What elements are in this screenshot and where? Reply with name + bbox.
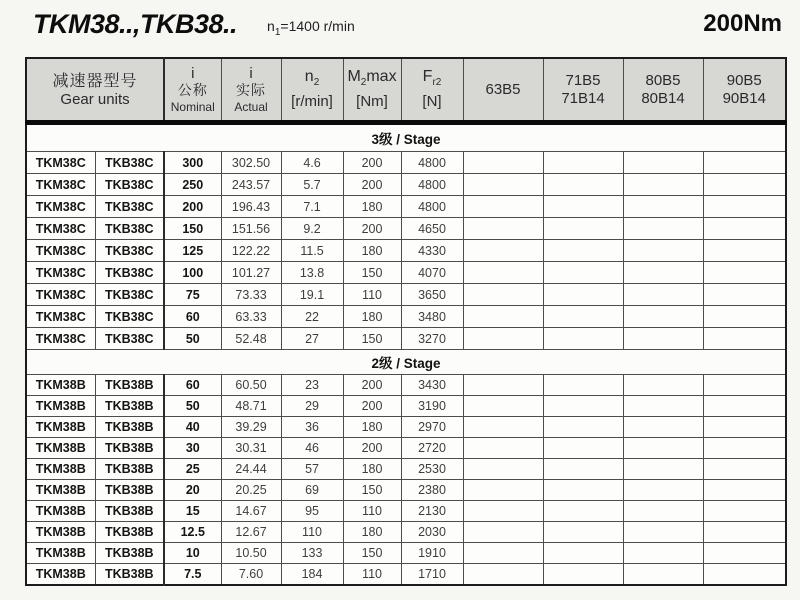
cell-m2max: 150 [343, 262, 401, 284]
cell-tkb: TKB38B [95, 543, 164, 564]
cell-motor [623, 196, 703, 218]
cell-motor [463, 284, 543, 306]
cell-motor [543, 438, 623, 459]
cell-i_actual: 73.33 [221, 284, 281, 306]
header-i-nominal-symbol: i [191, 64, 195, 82]
m2max-base: M [347, 68, 361, 86]
cell-motor [703, 501, 786, 522]
cell-motor [463, 543, 543, 564]
cell-fr2: 4800 [401, 174, 463, 196]
cell-motor [623, 375, 703, 396]
header-m2max [343, 58, 401, 123]
cell-motor [703, 564, 786, 586]
cell-tkm: TKM38B [26, 459, 95, 480]
cell-motor [703, 480, 786, 501]
cell-n2: 36 [281, 417, 343, 438]
cell-motor [543, 196, 623, 218]
m2max-post: max [366, 68, 397, 86]
cell-fr2: 2530 [401, 459, 463, 480]
cell-tkb: TKB38B [95, 501, 164, 522]
cell-i_nominal: 40 [164, 417, 221, 438]
cell-motor [463, 564, 543, 586]
header-i-nominal-en: Nominal [170, 99, 215, 114]
header-n2 [281, 58, 343, 123]
header-i-nominal-zh: 公称 [177, 81, 208, 98]
torque-rating: 200Nm [703, 10, 782, 37]
header-fr2-unit: [N] [422, 92, 442, 110]
table-row [26, 564, 786, 586]
cell-motor [623, 284, 703, 306]
cell-tkb: TKB38C [95, 152, 164, 174]
cell-tkm: TKM38B [26, 480, 95, 501]
cell-m2max: 110 [343, 284, 401, 306]
cell-i_nominal: 50 [164, 396, 221, 417]
cell-tkb: TKB38B [95, 438, 164, 459]
cell-n2: 22 [281, 306, 343, 328]
cell-motor [543, 564, 623, 586]
stage-row [26, 123, 786, 152]
cell-tkm: TKM38C [26, 306, 95, 328]
header-i-nominal [164, 58, 221, 123]
cell-tkb: TKB38B [95, 564, 164, 586]
cell-i_actual: 101.27 [221, 262, 281, 284]
cell-tkb: TKB38C [95, 174, 164, 196]
cell-tkm: TKM38B [26, 417, 95, 438]
header-gear-units-en: Gear units [60, 90, 130, 108]
table-row [26, 218, 786, 240]
cell-n2: 46 [281, 438, 343, 459]
motor-80b5-line2: 80B14 [641, 89, 685, 107]
cell-motor [543, 306, 623, 328]
cell-tkb: TKB38C [95, 240, 164, 262]
header-n2-unit: [r/min] [291, 92, 333, 110]
cell-m2max: 150 [343, 480, 401, 501]
cell-motor [543, 328, 623, 350]
cell-tkb: TKB38B [95, 417, 164, 438]
cell-i_actual: 196.43 [221, 196, 281, 218]
cell-motor [543, 480, 623, 501]
cell-i_nominal: 12.5 [164, 522, 221, 543]
cell-fr2: 4650 [401, 218, 463, 240]
cell-motor [463, 196, 543, 218]
cell-motor [623, 417, 703, 438]
cell-fr2: 4800 [401, 196, 463, 218]
cell-i_actual: 243.57 [221, 174, 281, 196]
header-row [26, 58, 786, 123]
cell-motor [623, 174, 703, 196]
cell-motor [463, 328, 543, 350]
motor-71b5-line2: 71B14 [561, 89, 605, 107]
cell-tkm: TKM38C [26, 174, 95, 196]
cell-n2: 4.6 [281, 152, 343, 174]
cell-i_nominal: 60 [164, 375, 221, 396]
cell-fr2: 3270 [401, 328, 463, 350]
cell-m2max: 200 [343, 218, 401, 240]
cell-motor [543, 543, 623, 564]
cell-motor [463, 459, 543, 480]
stage-label: 2级 / Stage [26, 350, 786, 375]
cell-fr2: 2130 [401, 501, 463, 522]
cell-motor [463, 501, 543, 522]
cell-n2: 57 [281, 459, 343, 480]
table-row [26, 396, 786, 417]
table-row [26, 417, 786, 438]
page-title: TKM38..,TKB38.. [33, 9, 238, 39]
cell-m2max: 150 [343, 328, 401, 350]
cell-motor [623, 522, 703, 543]
cell-tkm: TKM38C [26, 218, 95, 240]
cell-m2max: 180 [343, 306, 401, 328]
cell-tkb: TKB38B [95, 480, 164, 501]
cell-m2max: 200 [343, 438, 401, 459]
cell-n2: 23 [281, 375, 343, 396]
cell-fr2: 1910 [401, 543, 463, 564]
cell-motor [463, 417, 543, 438]
cell-n2: 19.1 [281, 284, 343, 306]
cell-motor [463, 262, 543, 284]
table-row [26, 262, 786, 284]
cell-motor [623, 501, 703, 522]
cell-motor [703, 306, 786, 328]
table-row [26, 284, 786, 306]
cell-motor [623, 543, 703, 564]
cell-tkb: TKB38B [95, 396, 164, 417]
cell-i_nominal: 7.5 [164, 564, 221, 586]
gear-spec-table [25, 57, 787, 586]
cell-i_nominal: 15 [164, 501, 221, 522]
cell-tkm: TKM38C [26, 240, 95, 262]
cell-i_nominal: 250 [164, 174, 221, 196]
cell-n2: 11.5 [281, 240, 343, 262]
cell-i_nominal: 60 [164, 306, 221, 328]
table-row [26, 328, 786, 350]
cell-motor [703, 174, 786, 196]
input-speed-note [267, 18, 355, 38]
cell-i_nominal: 125 [164, 240, 221, 262]
cell-tkm: TKM38C [26, 262, 95, 284]
cell-motor [463, 396, 543, 417]
cell-i_actual: 39.29 [221, 417, 281, 438]
cell-i_nominal: 300 [164, 152, 221, 174]
cell-motor [543, 375, 623, 396]
cell-m2max: 180 [343, 196, 401, 218]
cell-fr2: 4070 [401, 262, 463, 284]
fr2-base: F [422, 68, 433, 86]
cell-i_actual: 24.44 [221, 459, 281, 480]
header-m2max-symbol [344, 68, 401, 92]
cell-motor [703, 196, 786, 218]
cell-m2max: 180 [343, 417, 401, 438]
cell-m2max: 180 [343, 459, 401, 480]
cell-i_nominal: 50 [164, 328, 221, 350]
speed-subscript: 1 [274, 26, 281, 38]
cell-motor [543, 417, 623, 438]
cell-m2max: 180 [343, 522, 401, 543]
cell-tkb: TKB38B [95, 375, 164, 396]
header-fr2-symbol [402, 68, 463, 92]
cell-n2: 29 [281, 396, 343, 417]
cell-motor [463, 306, 543, 328]
header-motor-71b5 [543, 58, 623, 123]
cell-motor [703, 417, 786, 438]
cell-motor [463, 438, 543, 459]
cell-tkm: TKM38B [26, 543, 95, 564]
cell-tkm: TKM38B [26, 564, 95, 586]
cell-tkb: TKB38C [95, 196, 164, 218]
cell-motor [543, 174, 623, 196]
cell-m2max: 200 [343, 174, 401, 196]
cell-m2max: 200 [343, 375, 401, 396]
header-motor-90b5 [703, 58, 786, 123]
table-row [26, 375, 786, 396]
cell-tkm: TKM38C [26, 284, 95, 306]
cell-m2max: 200 [343, 152, 401, 174]
cell-motor [463, 375, 543, 396]
header-i-actual [221, 58, 281, 123]
cell-tkb: TKB38C [95, 262, 164, 284]
cell-i_actual: 12.67 [221, 522, 281, 543]
fr2-sub: r2 [432, 77, 442, 89]
cell-motor [543, 262, 623, 284]
cell-motor [463, 218, 543, 240]
cell-motor [543, 240, 623, 262]
cell-motor [703, 438, 786, 459]
table-row [26, 306, 786, 328]
cell-tkm: TKM38C [26, 328, 95, 350]
cell-motor [543, 501, 623, 522]
cell-tkm: TKM38B [26, 375, 95, 396]
table-row [26, 174, 786, 196]
title-bar [0, 0, 800, 46]
header-fr2 [401, 58, 463, 123]
cell-n2: 110 [281, 522, 343, 543]
cell-fr2: 4800 [401, 152, 463, 174]
cell-tkb: TKB38C [95, 306, 164, 328]
cell-i_actual: 151.56 [221, 218, 281, 240]
cell-n2: 184 [281, 564, 343, 586]
motor-63b5-line1: 63B5 [485, 80, 521, 98]
cell-motor [623, 459, 703, 480]
cell-fr2: 1710 [401, 564, 463, 586]
table-row [26, 522, 786, 543]
cell-n2: 95 [281, 501, 343, 522]
cell-i_nominal: 25 [164, 459, 221, 480]
cell-motor [543, 459, 623, 480]
cell-fr2: 3650 [401, 284, 463, 306]
motor-90b5-line2: 90B14 [722, 89, 766, 107]
cell-n2: 69 [281, 480, 343, 501]
cell-i_actual: 14.67 [221, 501, 281, 522]
cell-motor [623, 480, 703, 501]
table-header [26, 58, 786, 123]
header-gear-units [26, 58, 164, 123]
cell-tkm: TKM38C [26, 152, 95, 174]
stage-row [26, 350, 786, 375]
cell-tkb: TKB38C [95, 284, 164, 306]
cell-tkm: TKM38C [26, 196, 95, 218]
cell-tkm: TKM38B [26, 438, 95, 459]
table-row [26, 196, 786, 218]
table-row [26, 480, 786, 501]
cell-motor [703, 284, 786, 306]
cell-motor [703, 459, 786, 480]
cell-i_actual: 48.71 [221, 396, 281, 417]
cell-motor [543, 218, 623, 240]
speed-symbol: n [267, 18, 275, 34]
motor-71b5-line1: 71B5 [565, 71, 601, 89]
cell-i_actual: 30.31 [221, 438, 281, 459]
cell-motor [623, 438, 703, 459]
cell-motor [543, 152, 623, 174]
table-row [26, 240, 786, 262]
cell-tkb: TKB38B [95, 522, 164, 543]
cell-motor [703, 152, 786, 174]
cell-i_actual: 20.25 [221, 480, 281, 501]
header-n2-symbol [282, 68, 343, 92]
cell-fr2: 3430 [401, 375, 463, 396]
cell-motor [703, 375, 786, 396]
cell-i_actual: 63.33 [221, 306, 281, 328]
cell-fr2: 3190 [401, 396, 463, 417]
cell-n2: 5.7 [281, 174, 343, 196]
cell-tkb: TKB38C [95, 328, 164, 350]
cell-i_nominal: 100 [164, 262, 221, 284]
cell-n2: 13.8 [281, 262, 343, 284]
cell-motor [543, 522, 623, 543]
cell-i_nominal: 20 [164, 480, 221, 501]
cell-fr2: 2970 [401, 417, 463, 438]
cell-n2: 7.1 [281, 196, 343, 218]
table-row [26, 501, 786, 522]
table-row [26, 152, 786, 174]
table-row [26, 438, 786, 459]
header-i-actual-zh: 实际 [236, 81, 267, 98]
cell-motor [623, 152, 703, 174]
n2-sub: 2 [313, 77, 320, 89]
cell-motor [543, 396, 623, 417]
cell-m2max: 110 [343, 564, 401, 586]
cell-motor [703, 522, 786, 543]
cell-i_nominal: 150 [164, 218, 221, 240]
cell-motor [463, 240, 543, 262]
cell-fr2: 2380 [401, 480, 463, 501]
cell-motor [463, 480, 543, 501]
cell-i_nominal: 30 [164, 438, 221, 459]
cell-motor [623, 262, 703, 284]
header-motor-63b5 [463, 58, 543, 123]
cell-m2max: 150 [343, 543, 401, 564]
cell-motor [623, 306, 703, 328]
cell-motor [703, 328, 786, 350]
cell-motor [703, 543, 786, 564]
cell-tkb: TKB38C [95, 218, 164, 240]
cell-tkm: TKM38B [26, 501, 95, 522]
cell-motor [463, 174, 543, 196]
cell-m2max: 110 [343, 501, 401, 522]
cell-motor [463, 522, 543, 543]
cell-m2max: 200 [343, 396, 401, 417]
cell-i_nominal: 75 [164, 284, 221, 306]
header-gear-units-zh: 减速器型号 [52, 72, 138, 90]
cell-motor [703, 396, 786, 417]
m2max-sub: 2 [360, 77, 367, 89]
cell-i_actual: 10.50 [221, 543, 281, 564]
cell-tkm: TKM38B [26, 522, 95, 543]
cell-m2max: 180 [343, 240, 401, 262]
table-row [26, 459, 786, 480]
cell-fr2: 2030 [401, 522, 463, 543]
cell-i_nominal: 200 [164, 196, 221, 218]
cell-motor [623, 240, 703, 262]
cell-i_actual: 52.48 [221, 328, 281, 350]
cell-motor [543, 284, 623, 306]
cell-n2: 133 [281, 543, 343, 564]
cell-i_actual: 302.50 [221, 152, 281, 174]
n2-base: n [304, 68, 314, 86]
cell-motor [623, 328, 703, 350]
cell-i_actual: 122.22 [221, 240, 281, 262]
cell-n2: 9.2 [281, 218, 343, 240]
cell-i_actual: 7.60 [221, 564, 281, 586]
motor-80b5-line1: 80B5 [645, 71, 681, 89]
cell-i_actual: 60.50 [221, 375, 281, 396]
cell-motor [703, 262, 786, 284]
cell-motor [703, 240, 786, 262]
cell-i_nominal: 10 [164, 543, 221, 564]
cell-tkm: TKM38B [26, 396, 95, 417]
header-i-actual-en: Actual [234, 99, 268, 114]
cell-tkb: TKB38B [95, 459, 164, 480]
motor-90b5-line1: 90B5 [726, 71, 762, 89]
cell-motor [463, 152, 543, 174]
speed-value: =1400 r/min [280, 18, 355, 34]
cell-motor [623, 396, 703, 417]
cell-fr2: 4330 [401, 240, 463, 262]
cell-motor [623, 218, 703, 240]
cell-fr2: 3480 [401, 306, 463, 328]
cell-motor [623, 564, 703, 586]
table-row [26, 543, 786, 564]
stage-label: 3级 / Stage [26, 123, 786, 152]
header-i-actual-symbol: i [249, 64, 253, 82]
cell-motor [703, 218, 786, 240]
header-m2max-unit: [Nm] [356, 92, 388, 110]
table-body [26, 123, 786, 586]
cell-n2: 27 [281, 328, 343, 350]
cell-fr2: 2720 [401, 438, 463, 459]
header-motor-80b5 [623, 58, 703, 123]
